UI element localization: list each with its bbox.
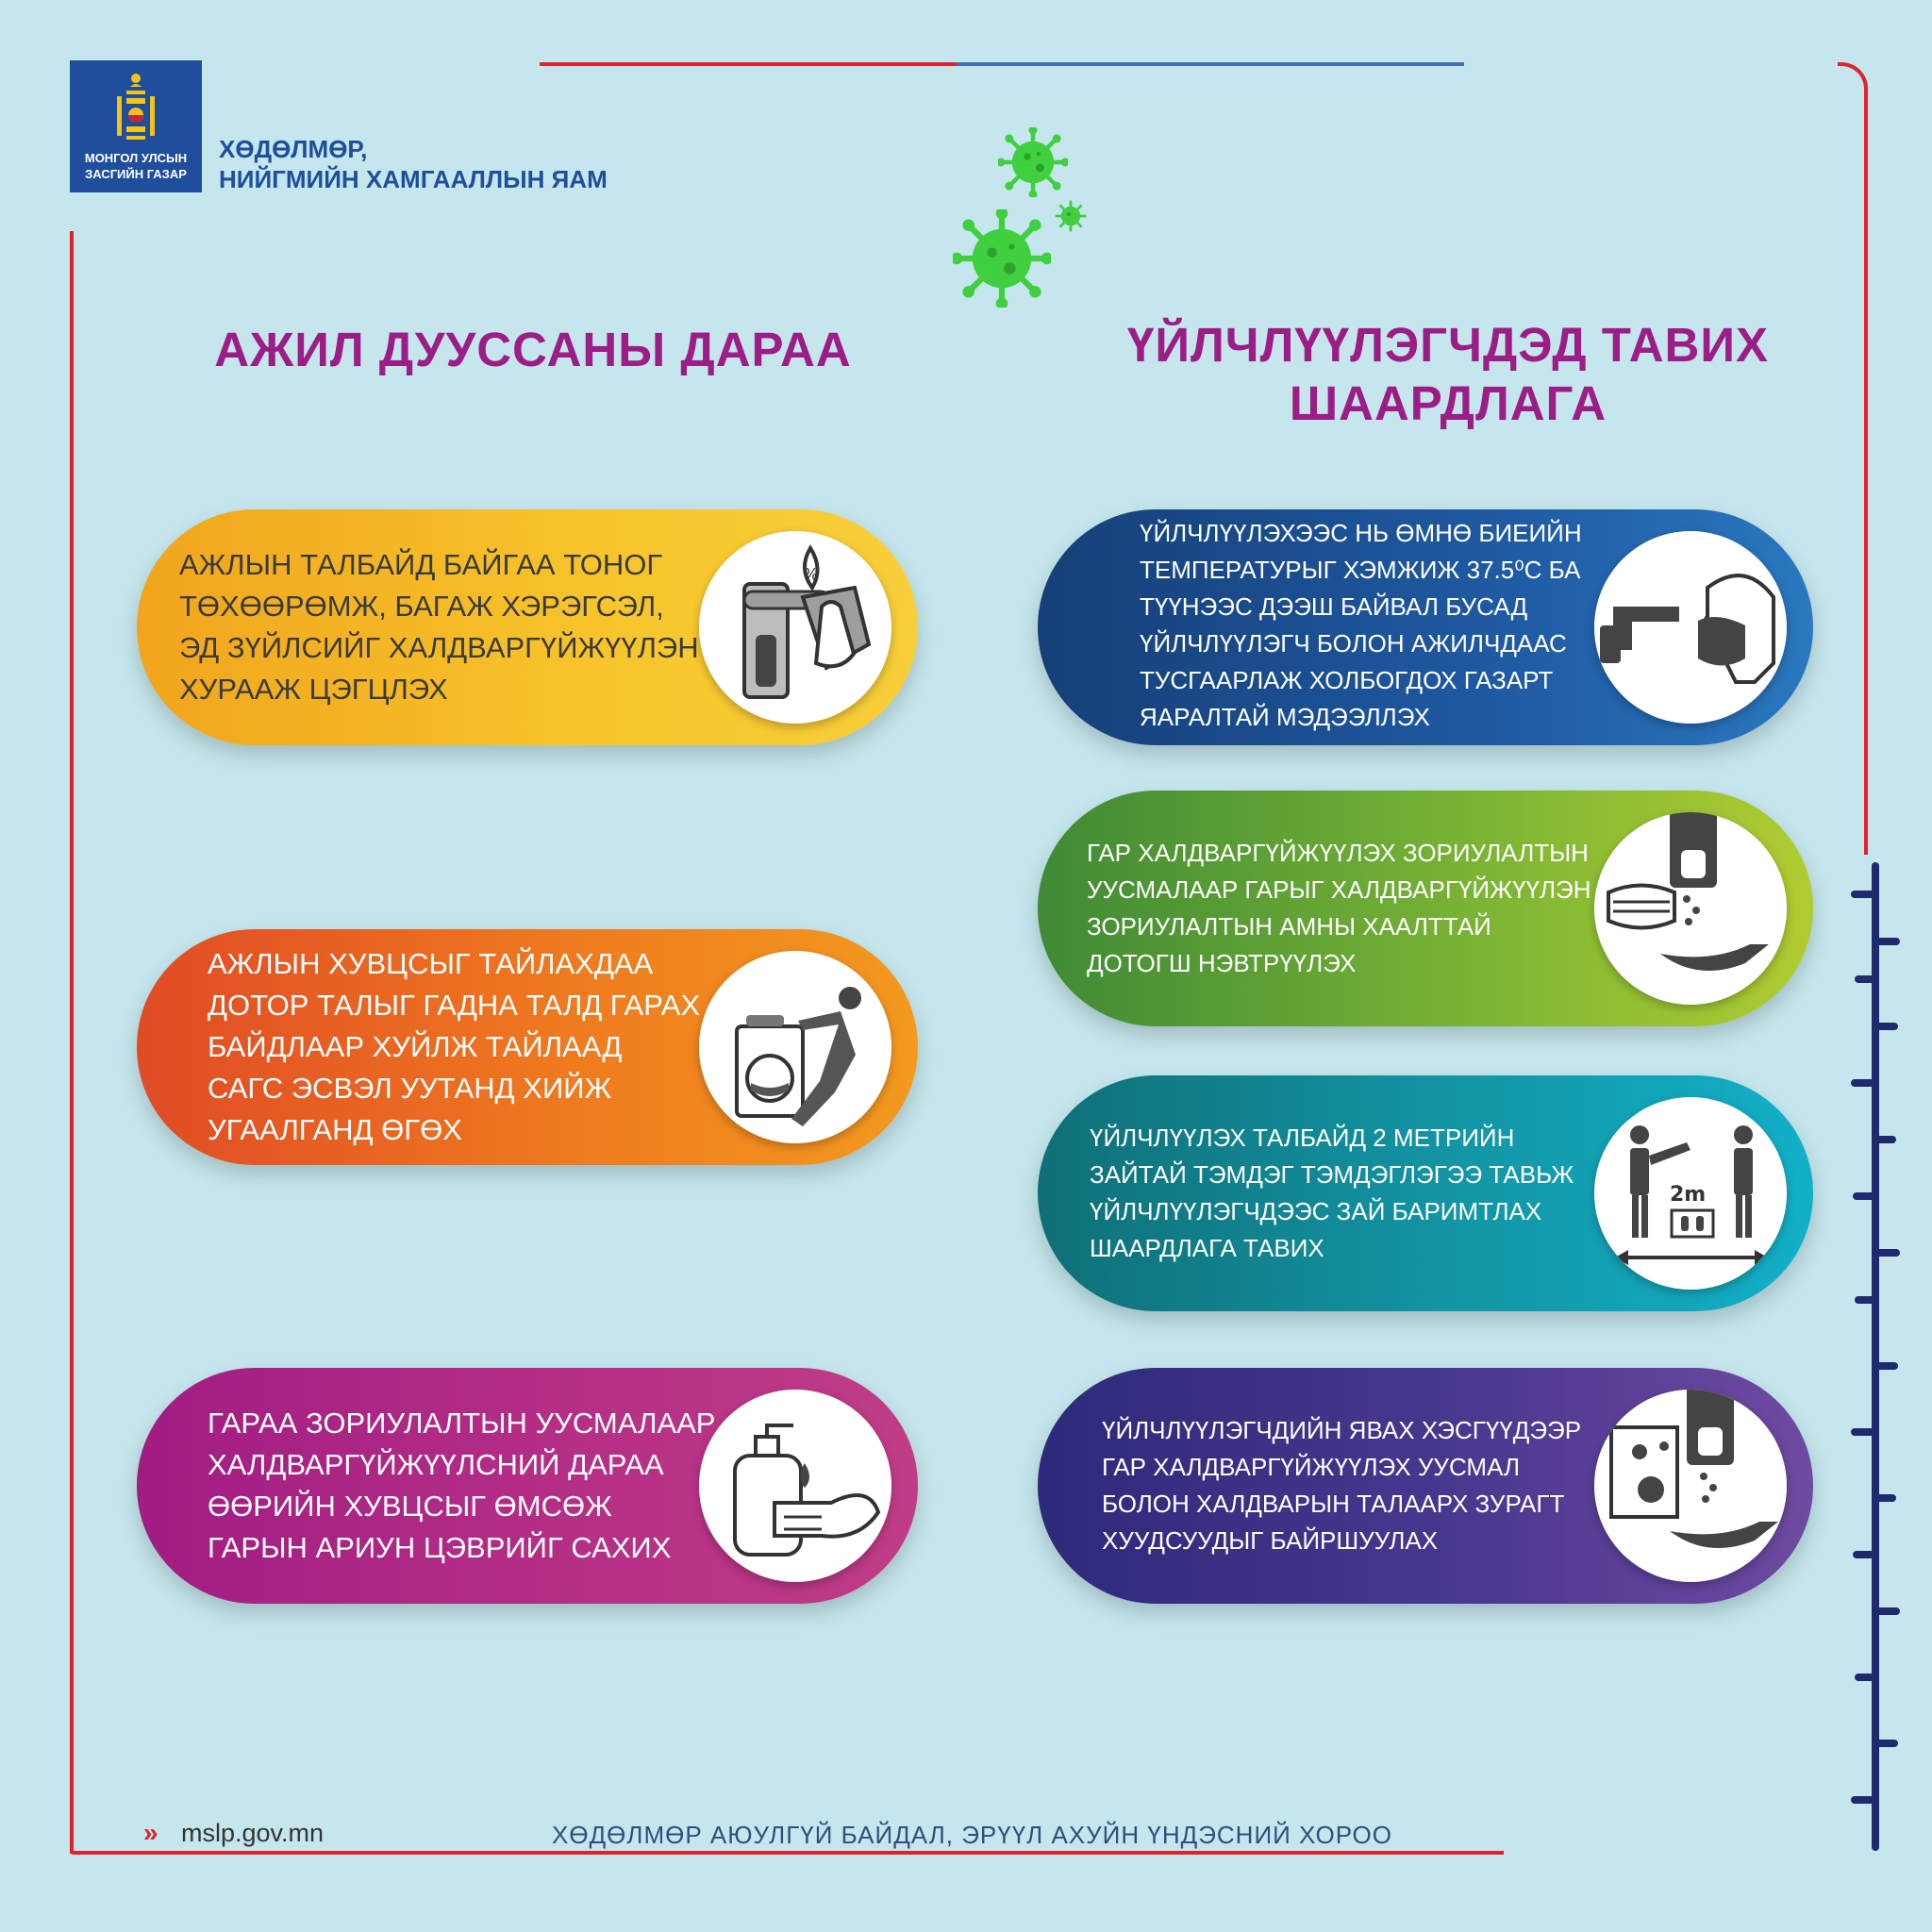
frame-line-left <box>70 231 74 1854</box>
left-card-2-text: АЖЛЫН ХУВЦСЫГ ТАЙЛАХДАА ДОТОР ТАЛЫГ ГАДНА ТАЛД ГАРАХ БАЙДЛААР ХУЙЛЖ ТАЙЛААД САГС ЭСВЭЛ УУТАНД ХИЙЖ УГААЛГАНД ӨГӨХ <box>208 947 701 1146</box>
logo-text-line1: МОНГОЛ УЛСЫН <box>84 151 188 165</box>
right-card-3-text: ҮЙЛЧЛҮҮЛЭХ ТАЛБАЙД 2 МЕТРИЙН ЗАЙТАЙ ТЭМДЭГ ТЭМДЭГЛЭГЭЭ ТАВЬЖ ҮЙЛЧЛҮҮЛЭГЧДЭЭС ЗАЙ БАРИМТЛАХ ШААРДЛАГА ТАВИХ <box>1090 1124 1574 1262</box>
left-section-title: АЖИЛ ДУУССАНЫ ДАРАА <box>214 323 852 376</box>
right-title-line2: ШААРДЛАГА <box>1289 376 1607 430</box>
left-card-2 <box>137 929 918 1165</box>
footer-arrow-icon: » <box>143 1818 158 1847</box>
right-card-2-text: ГАР ХАЛДВАРГҮЙЖҮҮЛЭХ ЗОРИУЛАЛТЫН УУСМАЛААР ГАРЫГ ХАЛДВАРГҮЙЖҮҮЛЭН ЗОРИУЛАЛТЫН АМНЫ ХААЛТТАЙ ДОТОГШ НЭВТРҮҮЛЭХ <box>1087 839 1591 977</box>
dispenser-mask-icon <box>1594 812 1787 1005</box>
ministry-name-line1: ХӨДӨЛМӨР, <box>219 135 368 163</box>
left-card-3 <box>137 1368 918 1604</box>
virus-icon <box>953 209 1051 308</box>
thermometer-gun-icon <box>1594 531 1787 724</box>
soyombo-emblem-icon <box>109 72 162 145</box>
logo-text-line2: ЗАСГИЙН ГАЗАР <box>85 167 187 181</box>
ministry-name <box>219 134 608 194</box>
right-card-4 <box>1038 1368 1813 1604</box>
right-card-1 <box>1038 509 1813 745</box>
dispenser-poster-icon <box>1594 1390 1787 1582</box>
right-section-title <box>1085 316 1811 433</box>
svg-text:%: % <box>803 565 820 585</box>
virus-icon <box>998 127 1068 197</box>
washing-machine-icon <box>699 951 891 1143</box>
frame-corner-right <box>1838 62 1868 855</box>
left-card-1-text: АЖЛЫН ТАЛБАЙД БАЙГАА ТОНОГ ТӨХӨӨРӨМЖ, БАГАЖ ХЭРЭГСЭЛ, ЭД ЗҮЙЛСИЙГ ХАЛДВАРГҮЙЖҮҮЛЭН ХУРААЖ ЦЭГЦЛЭХ <box>179 548 699 706</box>
right-card-1-text: ҮЙЛЧЛҮҮЛЭХЭЭС НЬ ӨМНӨ БИЕИЙН ТЕМПЕРАТУРЫГ ХЭМЖИЖ 37.5⁰С БА ТҮҮНЭЭС ДЭЭШ БАЙВАЛ БУСАД ҮЙЛЧЛҮҮЛЭГЧ БОЛОН АЖИЛЧДААС ТУСГААРЛАЖ ХОЛБОГДОХ ГАЗАРТ ЯАРАЛТАЙ МЭДЭЭЛЛЭХ <box>1140 519 1582 731</box>
frame-line-top <box>540 62 957 66</box>
left-card-3-text: ГАРАА ЗОРИУЛАЛТЫН УУСМАЛААР ХАЛДВАРГҮЙЖҮҮЛСНИЙ ДАРАА ӨӨРИЙН ХУВЦСЫГ ӨМСӨЖ ГАРЫН АРИУН ЦЭВРИЙГ САХИХ <box>208 1407 716 1564</box>
left-card-1 <box>137 509 918 745</box>
virus-icon <box>1055 200 1087 232</box>
hand-sanitizer-icon <box>699 1390 891 1582</box>
ministry-name-line2: НИЙГМИЙН ХАМГААЛЛЫН ЯАМ <box>219 165 608 193</box>
social-distance-icon <box>1594 1097 1787 1290</box>
right-card-2 <box>1038 791 1813 1026</box>
mongolian-script-decoration <box>1838 857 1913 1857</box>
distance-label: 2m <box>1670 1183 1707 1207</box>
right-card-4-text: ҮЙЛЧЛҮҮЛЭГЧДИЙН ЯВАХ ХЭСГҮҮДЭЭР ГАР ХАЛДВАРГҮЙЖҮҮЛЭХ УУСМАЛ БОЛОН ХАЛДВАРЫН ТАЛААРХ ЗУРАГТ ХУУДСУУДЫГ БАЙРШУУЛАХ <box>1102 1416 1582 1555</box>
frame-line-top-blue <box>957 62 1464 66</box>
government-logo <box>70 60 202 192</box>
right-title-line1: ҮЙЛЧЛҮҮЛЭГЧДЭД ТАВИХ <box>1126 318 1770 372</box>
door-handle-disinfect-icon <box>699 531 891 724</box>
footer-organization: ХӨДӨЛМӨР АЮУЛГҮЙ БАЙДАЛ, ЭРҮҮЛ АХУЙН ҮНДЭСНИЙ ХОРОО <box>552 1821 1392 1849</box>
frame-line-bottom <box>70 1851 1504 1855</box>
right-card-3 <box>1038 1075 1813 1311</box>
footer-website-link[interactable]: mslp.gov.mn <box>181 1819 325 1847</box>
